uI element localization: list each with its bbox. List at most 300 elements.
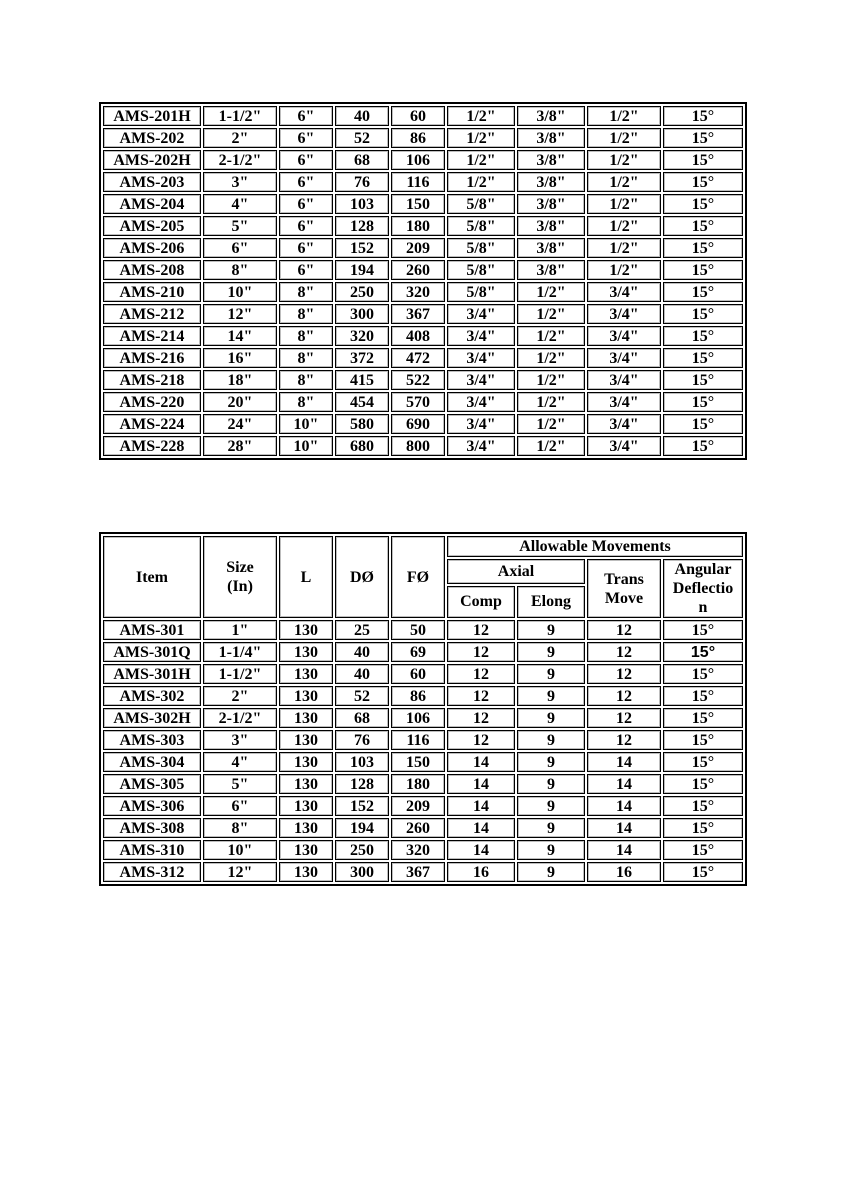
cell-size: 2-1/2" bbox=[203, 150, 277, 170]
header-move-label: Move bbox=[604, 589, 644, 607]
cell-col-8: 16 bbox=[587, 862, 661, 882]
header-allowable-movements: Allowable Movements bbox=[447, 536, 743, 557]
header-f-diameter: FØ bbox=[391, 536, 445, 618]
cell-col-7: 3/8" bbox=[517, 260, 585, 280]
header-d-diameter: DØ bbox=[335, 536, 389, 618]
table-row bbox=[103, 414, 743, 434]
cell-d-diameter: 40 bbox=[335, 642, 389, 662]
cell-item: AMS-220 bbox=[103, 392, 201, 412]
cell-f-diameter: 150 bbox=[391, 194, 445, 214]
table-row bbox=[103, 260, 743, 280]
cell-item: AMS-201H bbox=[103, 106, 201, 126]
cell-length: 10" bbox=[279, 414, 333, 434]
cell-size: 3" bbox=[203, 172, 277, 192]
cell-angle: 15° bbox=[663, 194, 743, 214]
cell-length: 6" bbox=[279, 106, 333, 126]
cell-col-8: 14 bbox=[587, 840, 661, 860]
cell-item: AMS-205 bbox=[103, 216, 201, 236]
cell-f-diameter: 320 bbox=[391, 282, 445, 302]
cell-size: 16" bbox=[203, 348, 277, 368]
cell-col-6: 16 bbox=[447, 862, 515, 882]
cell-d-diameter: 76 bbox=[335, 172, 389, 192]
header-item: Item bbox=[103, 536, 201, 618]
cell-col-7: 9 bbox=[517, 840, 585, 860]
cell-size: 1-1/2" bbox=[203, 664, 277, 684]
cell-d-diameter: 103 bbox=[335, 752, 389, 772]
cell-d-diameter: 40 bbox=[335, 106, 389, 126]
cell-angle: 15° bbox=[663, 216, 743, 236]
cell-item: AMS-312 bbox=[103, 862, 201, 882]
cell-col-8: 12 bbox=[587, 664, 661, 684]
table-row bbox=[103, 730, 743, 750]
cell-angle: 15° bbox=[663, 686, 743, 706]
cell-f-diameter: 106 bbox=[391, 708, 445, 728]
cell-size: 18" bbox=[203, 370, 277, 390]
cell-length: 6" bbox=[279, 216, 333, 236]
header-size-label: Size bbox=[226, 559, 254, 576]
cell-angle: 15° bbox=[663, 862, 743, 882]
cell-length: 6" bbox=[279, 128, 333, 148]
cell-size: 2-1/2" bbox=[203, 708, 277, 728]
cell-d-diameter: 250 bbox=[335, 282, 389, 302]
header-length: L bbox=[279, 536, 333, 618]
table-row bbox=[103, 194, 743, 214]
cell-col-7: 9 bbox=[517, 862, 585, 882]
cell-item: AMS-202H bbox=[103, 150, 201, 170]
cell-d-diameter: 580 bbox=[335, 414, 389, 434]
cell-item: AMS-218 bbox=[103, 370, 201, 390]
cell-angle: 15° bbox=[663, 348, 743, 368]
cell-item: AMS-212 bbox=[103, 304, 201, 324]
cell-col-7: 1/2" bbox=[517, 414, 585, 434]
table-row bbox=[103, 238, 743, 258]
cell-col-6: 5/8" bbox=[447, 216, 515, 236]
header-angular-deflection bbox=[663, 559, 743, 618]
cell-d-diameter: 194 bbox=[335, 260, 389, 280]
cell-item: AMS-305 bbox=[103, 774, 201, 794]
table-row bbox=[103, 752, 743, 772]
cell-size: 12" bbox=[203, 304, 277, 324]
cell-length: 10" bbox=[279, 436, 333, 456]
cell-angle: 15° bbox=[663, 730, 743, 750]
cell-size: 1-1/4" bbox=[203, 642, 277, 662]
cell-length: 130 bbox=[279, 774, 333, 794]
cell-angle: 15° bbox=[663, 304, 743, 324]
cell-item: AMS-302 bbox=[103, 686, 201, 706]
table-row bbox=[103, 282, 743, 302]
cell-col-7: 9 bbox=[517, 818, 585, 838]
cell-d-diameter: 128 bbox=[335, 774, 389, 794]
cell-col-6: 5/8" bbox=[447, 238, 515, 258]
cell-col-7: 3/8" bbox=[517, 150, 585, 170]
cell-col-6: 3/4" bbox=[447, 370, 515, 390]
cell-col-8: 12 bbox=[587, 686, 661, 706]
cell-f-diameter: 260 bbox=[391, 260, 445, 280]
table-row bbox=[103, 818, 743, 838]
table-row bbox=[103, 150, 743, 170]
cell-f-diameter: 116 bbox=[391, 172, 445, 192]
cell-f-diameter: 150 bbox=[391, 752, 445, 772]
table-row bbox=[103, 172, 743, 192]
cell-angle: 15° bbox=[663, 282, 743, 302]
cell-d-diameter: 40 bbox=[335, 664, 389, 684]
cell-size: 6" bbox=[203, 238, 277, 258]
table-row bbox=[103, 216, 743, 236]
cell-angle: 15° bbox=[663, 642, 743, 662]
cell-col-6: 5/8" bbox=[447, 194, 515, 214]
cell-f-diameter: 260 bbox=[391, 818, 445, 838]
cell-col-6: 1/2" bbox=[447, 150, 515, 170]
cell-col-7: 1/2" bbox=[517, 392, 585, 412]
cell-col-8: 3/4" bbox=[587, 370, 661, 390]
cell-length: 8" bbox=[279, 348, 333, 368]
cell-col-6: 14 bbox=[447, 774, 515, 794]
cell-f-diameter: 367 bbox=[391, 304, 445, 324]
cell-angle: 15° bbox=[663, 708, 743, 728]
cell-length: 130 bbox=[279, 862, 333, 882]
cell-d-diameter: 128 bbox=[335, 216, 389, 236]
table-row bbox=[103, 326, 743, 346]
cell-col-7: 3/8" bbox=[517, 216, 585, 236]
cell-size: 8" bbox=[203, 260, 277, 280]
cell-size: 28" bbox=[203, 436, 277, 456]
cell-length: 130 bbox=[279, 796, 333, 816]
cell-col-6: 1/2" bbox=[447, 106, 515, 126]
cell-d-diameter: 152 bbox=[335, 796, 389, 816]
cell-d-diameter: 52 bbox=[335, 686, 389, 706]
cell-length: 130 bbox=[279, 686, 333, 706]
cell-length: 130 bbox=[279, 642, 333, 662]
cell-length: 8" bbox=[279, 370, 333, 390]
spec-table-header bbox=[103, 536, 743, 618]
cell-angle: 15° bbox=[663, 774, 743, 794]
header-deflection-tail: n bbox=[698, 599, 708, 616]
cell-col-8: 1/2" bbox=[587, 150, 661, 170]
cell-item: AMS-302H bbox=[103, 708, 201, 728]
cell-angle: 15° bbox=[663, 818, 743, 838]
cell-size: 6" bbox=[203, 796, 277, 816]
table-row bbox=[103, 708, 743, 728]
header-elong: Elong bbox=[517, 586, 585, 618]
cell-col-7: 9 bbox=[517, 730, 585, 750]
cell-col-8: 3/4" bbox=[587, 326, 661, 346]
cell-length: 130 bbox=[279, 664, 333, 684]
cell-f-diameter: 86 bbox=[391, 686, 445, 706]
cell-col-6: 14 bbox=[447, 752, 515, 772]
cell-f-diameter: 69 bbox=[391, 642, 445, 662]
table-row bbox=[103, 620, 743, 640]
cell-angle: 15° bbox=[663, 172, 743, 192]
cell-d-diameter: 52 bbox=[335, 128, 389, 148]
cell-angle: 15° bbox=[663, 414, 743, 434]
cell-col-8: 3/4" bbox=[587, 304, 661, 324]
cell-size: 5" bbox=[203, 216, 277, 236]
cell-col-7: 3/8" bbox=[517, 106, 585, 126]
cell-f-diameter: 408 bbox=[391, 326, 445, 346]
cell-item: AMS-228 bbox=[103, 436, 201, 456]
cell-angle: 15° bbox=[663, 238, 743, 258]
cell-col-7: 1/2" bbox=[517, 282, 585, 302]
cell-f-diameter: 50 bbox=[391, 620, 445, 640]
cell-col-6: 3/4" bbox=[447, 392, 515, 412]
cell-length: 6" bbox=[279, 172, 333, 192]
table-row bbox=[103, 796, 743, 816]
cell-angle: 15° bbox=[663, 752, 743, 772]
cell-f-diameter: 116 bbox=[391, 730, 445, 750]
cell-item: AMS-210 bbox=[103, 282, 201, 302]
cell-col-6: 5/8" bbox=[447, 260, 515, 280]
cell-item: AMS-308 bbox=[103, 818, 201, 838]
cell-d-diameter: 103 bbox=[335, 194, 389, 214]
cell-item: AMS-202 bbox=[103, 128, 201, 148]
cell-col-8: 3/4" bbox=[587, 392, 661, 412]
cell-col-6: 12 bbox=[447, 686, 515, 706]
cell-col-8: 1/2" bbox=[587, 106, 661, 126]
cell-item: AMS-304 bbox=[103, 752, 201, 772]
table-row bbox=[103, 106, 743, 126]
cell-col-8: 12 bbox=[587, 730, 661, 750]
spec-table-body bbox=[103, 106, 743, 456]
cell-item: AMS-303 bbox=[103, 730, 201, 750]
cell-d-diameter: 415 bbox=[335, 370, 389, 390]
cell-f-diameter: 180 bbox=[391, 774, 445, 794]
table-row bbox=[103, 642, 743, 662]
cell-item: AMS-301H bbox=[103, 664, 201, 684]
cell-item: AMS-216 bbox=[103, 348, 201, 368]
header-trans-label: Trans bbox=[604, 570, 644, 588]
cell-f-diameter: 86 bbox=[391, 128, 445, 148]
cell-col-6: 3/4" bbox=[447, 414, 515, 434]
cell-col-7: 1/2" bbox=[517, 370, 585, 390]
header-angular-label: Angular bbox=[674, 561, 732, 578]
header-size-unit: (In) bbox=[227, 578, 253, 595]
cell-col-7: 3/8" bbox=[517, 172, 585, 192]
table-row bbox=[103, 664, 743, 684]
cell-length: 130 bbox=[279, 752, 333, 772]
cell-item: AMS-206 bbox=[103, 238, 201, 258]
cell-item: AMS-214 bbox=[103, 326, 201, 346]
table-row bbox=[103, 370, 743, 390]
cell-f-diameter: 209 bbox=[391, 238, 445, 258]
cell-angle: 15° bbox=[663, 260, 743, 280]
cell-item: AMS-306 bbox=[103, 796, 201, 816]
cell-col-8: 12 bbox=[587, 642, 661, 662]
cell-col-7: 9 bbox=[517, 708, 585, 728]
cell-d-diameter: 372 bbox=[335, 348, 389, 368]
cell-col-6: 1/2" bbox=[447, 128, 515, 148]
cell-item: AMS-203 bbox=[103, 172, 201, 192]
cell-col-6: 14 bbox=[447, 796, 515, 816]
cell-col-7: 9 bbox=[517, 642, 585, 662]
cell-size: 20" bbox=[203, 392, 277, 412]
cell-col-6: 1/2" bbox=[447, 172, 515, 192]
cell-col-6: 3/4" bbox=[447, 436, 515, 456]
cell-angle: 15° bbox=[663, 128, 743, 148]
cell-size: 5" bbox=[203, 774, 277, 794]
table-row bbox=[103, 128, 743, 148]
table-row bbox=[103, 348, 743, 368]
cell-angle: 15° bbox=[663, 370, 743, 390]
cell-size: 2" bbox=[203, 686, 277, 706]
table-row bbox=[103, 840, 743, 860]
cell-size: 12" bbox=[203, 862, 277, 882]
cell-f-diameter: 690 bbox=[391, 414, 445, 434]
cell-length: 130 bbox=[279, 730, 333, 750]
cell-f-diameter: 60 bbox=[391, 664, 445, 684]
cell-length: 8" bbox=[279, 326, 333, 346]
cell-col-7: 3/8" bbox=[517, 128, 585, 148]
cell-size: 10" bbox=[203, 840, 277, 860]
cell-col-7: 3/8" bbox=[517, 194, 585, 214]
cell-col-8: 1/2" bbox=[587, 172, 661, 192]
cell-length: 130 bbox=[279, 818, 333, 838]
cell-f-diameter: 522 bbox=[391, 370, 445, 390]
cell-col-8: 14 bbox=[587, 752, 661, 772]
cell-col-7: 9 bbox=[517, 664, 585, 684]
cell-col-6: 12 bbox=[447, 664, 515, 684]
cell-item: AMS-310 bbox=[103, 840, 201, 860]
cell-length: 6" bbox=[279, 150, 333, 170]
cell-size: 1" bbox=[203, 620, 277, 640]
cell-size: 3" bbox=[203, 730, 277, 750]
cell-f-diameter: 209 bbox=[391, 796, 445, 816]
table-row bbox=[103, 304, 743, 324]
cell-size: 4" bbox=[203, 752, 277, 772]
cell-f-diameter: 800 bbox=[391, 436, 445, 456]
table-row bbox=[103, 774, 743, 794]
cell-col-6: 14 bbox=[447, 818, 515, 838]
cell-col-7: 9 bbox=[517, 686, 585, 706]
cell-length: 8" bbox=[279, 282, 333, 302]
cell-size: 24" bbox=[203, 414, 277, 434]
cell-d-diameter: 76 bbox=[335, 730, 389, 750]
cell-col-7: 9 bbox=[517, 620, 585, 640]
cell-col-8: 1/2" bbox=[587, 238, 661, 258]
cell-f-diameter: 106 bbox=[391, 150, 445, 170]
cell-size: 14" bbox=[203, 326, 277, 346]
table-row bbox=[103, 392, 743, 412]
table-row bbox=[103, 436, 743, 456]
cell-f-diameter: 320 bbox=[391, 840, 445, 860]
cell-col-7: 3/8" bbox=[517, 238, 585, 258]
cell-col-7: 1/2" bbox=[517, 304, 585, 324]
cell-f-diameter: 180 bbox=[391, 216, 445, 236]
cell-col-8: 3/4" bbox=[587, 348, 661, 368]
header-deflection-label: Deflectio bbox=[672, 580, 734, 597]
cell-size: 2" bbox=[203, 128, 277, 148]
header-axial: Axial bbox=[447, 559, 585, 584]
cell-col-6: 12 bbox=[447, 730, 515, 750]
cell-length: 130 bbox=[279, 620, 333, 640]
cell-size: 1-1/2" bbox=[203, 106, 277, 126]
cell-item: AMS-224 bbox=[103, 414, 201, 434]
cell-length: 6" bbox=[279, 194, 333, 214]
cell-length: 8" bbox=[279, 304, 333, 324]
cell-angle: 15° bbox=[663, 326, 743, 346]
cell-col-6: 5/8" bbox=[447, 282, 515, 302]
cell-col-7: 1/2" bbox=[517, 436, 585, 456]
cell-angle: 15° bbox=[663, 150, 743, 170]
cell-col-8: 3/4" bbox=[587, 414, 661, 434]
cell-length: 130 bbox=[279, 840, 333, 860]
cell-length: 130 bbox=[279, 708, 333, 728]
cell-length: 6" bbox=[279, 260, 333, 280]
cell-col-8: 1/2" bbox=[587, 260, 661, 280]
cell-col-6: 3/4" bbox=[447, 326, 515, 346]
cell-col-8: 14 bbox=[587, 796, 661, 816]
spec-table-ams-200 bbox=[99, 102, 747, 460]
cell-d-diameter: 320 bbox=[335, 326, 389, 346]
cell-f-diameter: 367 bbox=[391, 862, 445, 882]
cell-d-diameter: 680 bbox=[335, 436, 389, 456]
cell-col-6: 12 bbox=[447, 642, 515, 662]
header-comp: Comp bbox=[447, 586, 515, 618]
cell-d-diameter: 68 bbox=[335, 708, 389, 728]
cell-length: 6" bbox=[279, 238, 333, 258]
cell-col-6: 14 bbox=[447, 840, 515, 860]
cell-col-8: 12 bbox=[587, 620, 661, 640]
cell-col-8: 3/4" bbox=[587, 282, 661, 302]
header-trans-move bbox=[587, 559, 661, 618]
spec-table-body bbox=[103, 620, 743, 882]
cell-col-8: 14 bbox=[587, 818, 661, 838]
cell-col-8: 1/2" bbox=[587, 194, 661, 214]
cell-col-6: 12 bbox=[447, 708, 515, 728]
cell-angle: 15° bbox=[663, 392, 743, 412]
cell-item: AMS-301Q bbox=[103, 642, 201, 662]
cell-d-diameter: 250 bbox=[335, 840, 389, 860]
cell-col-7: 9 bbox=[517, 774, 585, 794]
spec-table-ams-300 bbox=[99, 532, 747, 886]
cell-col-7: 1/2" bbox=[517, 348, 585, 368]
cell-col-6: 12 bbox=[447, 620, 515, 640]
cell-d-diameter: 454 bbox=[335, 392, 389, 412]
cell-angle: 15° bbox=[663, 620, 743, 640]
cell-item: AMS-301 bbox=[103, 620, 201, 640]
cell-d-diameter: 194 bbox=[335, 818, 389, 838]
header-size bbox=[203, 536, 277, 618]
table-row bbox=[103, 686, 743, 706]
cell-angle: 15° bbox=[663, 106, 743, 126]
cell-length: 8" bbox=[279, 392, 333, 412]
cell-item: AMS-208 bbox=[103, 260, 201, 280]
cell-d-diameter: 25 bbox=[335, 620, 389, 640]
cell-angle: 15° bbox=[663, 664, 743, 684]
cell-col-6: 3/4" bbox=[447, 348, 515, 368]
cell-angle: 15° bbox=[663, 796, 743, 816]
cell-f-diameter: 472 bbox=[391, 348, 445, 368]
table-row bbox=[103, 862, 743, 882]
cell-angle: 15° bbox=[663, 436, 743, 456]
cell-col-8: 3/4" bbox=[587, 436, 661, 456]
cell-col-7: 9 bbox=[517, 752, 585, 772]
cell-d-diameter: 152 bbox=[335, 238, 389, 258]
cell-size: 8" bbox=[203, 818, 277, 838]
cell-angle: 15° bbox=[663, 840, 743, 860]
cell-d-diameter: 300 bbox=[335, 862, 389, 882]
cell-col-8: 14 bbox=[587, 774, 661, 794]
cell-item: AMS-204 bbox=[103, 194, 201, 214]
cell-d-diameter: 68 bbox=[335, 150, 389, 170]
cell-size: 10" bbox=[203, 282, 277, 302]
cell-col-7: 9 bbox=[517, 796, 585, 816]
cell-col-7: 1/2" bbox=[517, 326, 585, 346]
cell-d-diameter: 300 bbox=[335, 304, 389, 324]
cell-f-diameter: 60 bbox=[391, 106, 445, 126]
cell-f-diameter: 570 bbox=[391, 392, 445, 412]
cell-col-8: 12 bbox=[587, 708, 661, 728]
cell-col-8: 1/2" bbox=[587, 216, 661, 236]
